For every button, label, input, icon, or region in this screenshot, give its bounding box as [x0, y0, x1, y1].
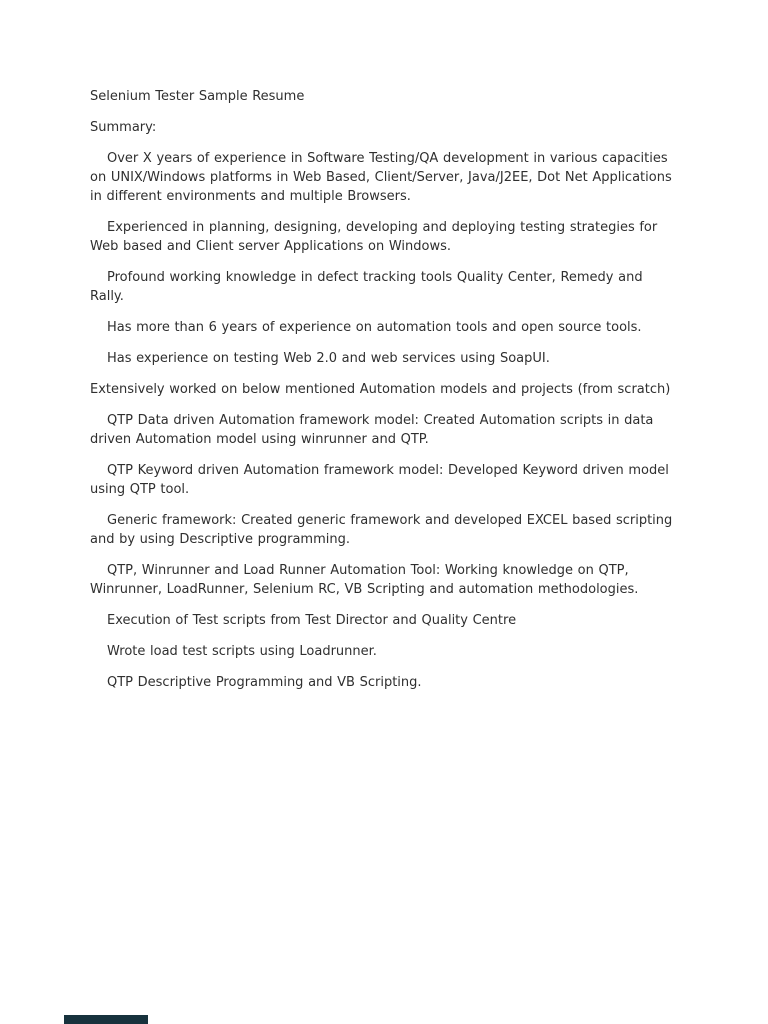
summary-heading: Summary:	[90, 120, 157, 135]
paragraph-generic-framework: Generic framework: Created generic framework and developed EXCEL based scripting and by using Descriptive programming.	[90, 513, 673, 547]
paragraph-overview: Over X years of experience in Software Testing/QA development in various capacities on UNIX/Windows platforms in Web Based, Client/Server, Java/J2EE, Dot Net Applications in different environments and multiple Browsers.	[90, 151, 672, 204]
paragraph-defect-tracking: Profound working knowledge in defect tracking tools Quality Center, Remedy and Rally.	[90, 270, 643, 304]
paragraph-automation-tools: Has more than 6 years of experience on automation tools and open source tools.	[107, 320, 642, 335]
paragraph-automation-tool-knowledge: QTP, Winrunner and Load Runner Automation Tool: Working knowledge on QTP, Winrunner, LoadRunner, Selenium RC, VB Scripting and automation methodologies.	[90, 563, 639, 597]
bottom-bar-fragment	[64, 1015, 148, 1024]
document-title: Selenium Tester Sample Resume	[90, 89, 305, 104]
paragraph-load-test: Wrote load test scripts using Loadrunner.	[107, 644, 377, 659]
paragraph-extensively-worked: Extensively worked on below mentioned Automation models and projects (from scratch)	[90, 382, 671, 397]
paragraph-test-execution: Execution of Test scripts from Test Director and Quality Centre	[107, 613, 517, 628]
paragraph-descriptive-programming: QTP Descriptive Programming and VB Scripting.	[107, 675, 422, 690]
paragraph-data-driven-framework: QTP Data driven Automation framework model: Created Automation scripts in data driven Automation model using winrunner and QTP.	[90, 413, 654, 447]
paragraph-keyword-driven-framework: QTP Keyword driven Automation framework model: Developed Keyword driven model using QTP tool.	[90, 463, 669, 497]
paragraph-experienced: Experienced in planning, designing, developing and deploying testing strategies for Web based and Client server Applications on Windows.	[90, 220, 658, 254]
paragraph-web-services: Has experience on testing Web 2.0 and web services using SoapUI.	[107, 351, 550, 366]
document-body	[90, 87, 680, 704]
